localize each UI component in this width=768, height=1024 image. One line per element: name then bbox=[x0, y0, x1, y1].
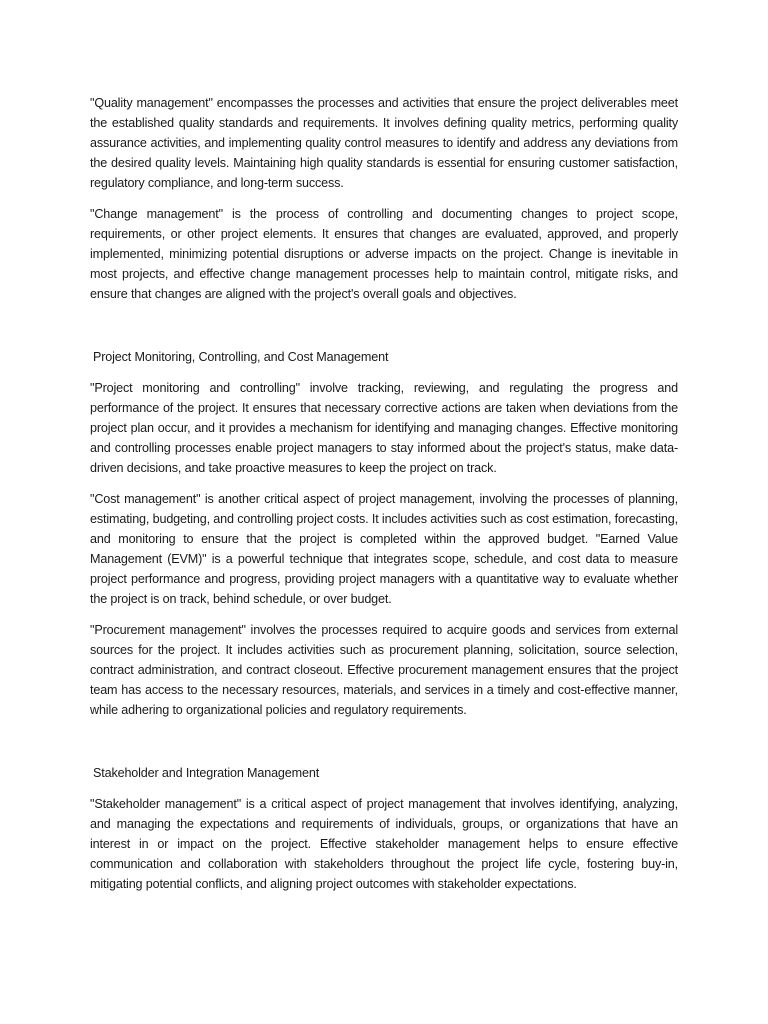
paragraph-stakeholder-management: "Stakeholder management" is a critical aspect of project management that involves identifying, analyzing, and managing the expectations and requirements of individuals, groups, or organizations that have an interest in or impact on the project. Effective stakeholder management helps to ensure effective communication and collaboration with stakeholders throughout the project life cycle, fostering buy-in, mitigating potential conflicts, and aligning project outcomes with stakeholder expectations. bbox=[90, 797, 678, 891]
section-heading-stakeholder: Stakeholder and Integration Management bbox=[93, 766, 320, 780]
paragraph-change-management: "Change management" is the process of controlling and documenting changes to project scope, requirements, or other project elements. It ensures that changes are evaluated, approved, and properly implemented, minimizing potential disruptions or adverse impacts on the project. Change is inevitable in most projects, and effective change management processes help to maintain control, mitigate risks, and ensure that changes are aligned with the project's overall goals and objectives. bbox=[90, 207, 678, 301]
paragraph-quality-management: "Quality management" encompasses the processes and activities that ensure the project deliverables meet the established quality standards and requirements. It involves defining quality metrics, performing quality assurance activities, and implementing quality control measures to identify and address any deviations from the desired quality levels. Maintaining high quality standards is essential for ensuring customer satisfaction, regulatory compliance, and long-term success. bbox=[90, 96, 678, 190]
paragraph-cost-management: "Cost management" is another critical aspect of project management, involving the processes of planning, estimating, budgeting, and controlling project costs. It includes activities such as cost estimation, forecasting, and monitoring to ensure that the project is completed within the approved budget. "Earned Value Management (EVM)" is a powerful technique that integrates scope, schedule, and cost data to measure project performance and progress, providing project managers with a quantitative way to evaluate whether the project is on track, behind schedule, or over budget. bbox=[90, 492, 678, 606]
paragraph-monitoring-controlling: "Project monitoring and controlling" involve tracking, reviewing, and regulating the progress and performance of the project. It ensures that necessary corrective actions are taken when deviations from the project plan occur, and it provides a mechanism for identifying and managing changes. Effective monitoring and controlling processes enable project managers to stay informed about the project's status, make data-driven decisions, and take proactive measures to keep the project on track. bbox=[90, 381, 678, 475]
paragraph-procurement-management: "Procurement management" involves the processes required to acquire goods and services from external sources for the project. It includes activities such as procurement planning, solicitation, source selection, contract administration, and contract closeout. Effective procurement management ensures that the project team has access to the necessary resources, materials, and services in a timely and cost-effective manner, while adhering to organizational policies and regulatory requirements. bbox=[90, 623, 678, 717]
section-heading-monitoring: Project Monitoring, Controlling, and Cost Management bbox=[93, 350, 389, 364]
document-body bbox=[90, 93, 678, 905]
